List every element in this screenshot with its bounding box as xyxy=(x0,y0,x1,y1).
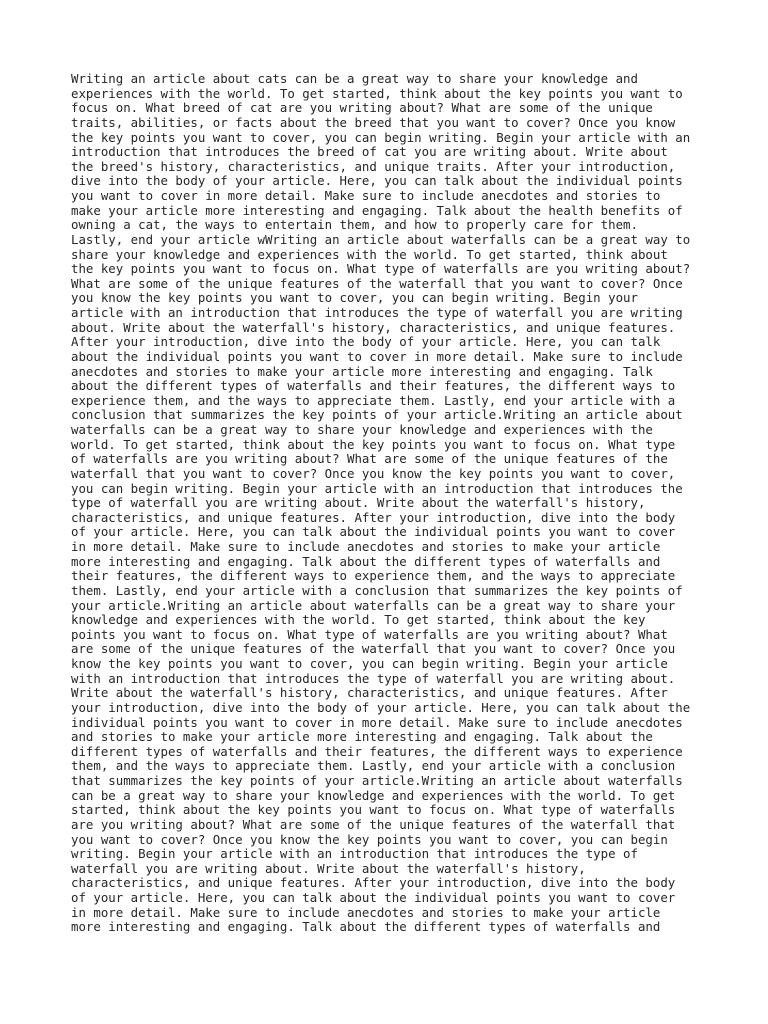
text-line: owning a cat, the ways to entertain them, and how to properly care for them. xyxy=(71,217,638,233)
text-line: you want to cover in more detail. Make sure to include anecdotes and stories to xyxy=(71,188,661,203)
text-line: article with an introduction that introduces the type of waterfall you are writing xyxy=(71,305,683,320)
text-line: know the key points you want to cover, you can begin writing. Begin your article xyxy=(71,656,668,671)
text-line: share your knowledge and experiences with the world. To get started, think about xyxy=(71,246,668,262)
text-line: more interesting and engaging. Talk about the different types of waterfalls and xyxy=(71,919,661,935)
text-line: anecdotes and stories to make your article more interesting and engaging. Talk xyxy=(71,363,653,379)
text-line: waterfall you are writing about. Write about the waterfall's history, xyxy=(71,860,586,876)
text-line: focus on. What breed of cat are you writing about? What are some of the unique xyxy=(71,100,653,116)
text-line: individual points you want to cover in more detail. Make sure to include anecdotes xyxy=(71,714,683,730)
text-line: them. Lastly, end your article with a conclusion that summarizes the key points of xyxy=(71,582,683,598)
text-line: traits, abilities, or facts about the breed that you want to cover? Once you know xyxy=(71,114,676,130)
text-line: conclusion that summarizes the key points of your article.Writing an article about xyxy=(71,407,683,423)
text-line: introduction that introduces the breed of cat you are writing about. Write about xyxy=(71,144,668,160)
text-line: characteristics, and unique features. After your introduction, dive into the body xyxy=(71,875,676,891)
text-line: dive into the body of your article. Here, you can talk about the individual points xyxy=(71,173,683,189)
text-line: type of waterfall you are writing about. Write about the waterfall's history, xyxy=(71,495,646,511)
text-line: about the individual points you want to cover in more detail. Make sure to include xyxy=(71,348,683,364)
text-line: experience them, and the ways to appreciate them. Lastly, end your article with a xyxy=(71,392,676,408)
text-line: Writing an article about cats can be a great way to share your knowledge and xyxy=(71,71,638,86)
article-body xyxy=(71,72,711,935)
text-line: knowledge and experiences with the world. To get started, think about the key xyxy=(71,612,646,628)
text-line: the key points you want to cover, you can begin writing. Begin your article with an xyxy=(71,129,691,145)
text-line: in more detail. Make sure to include anecdotes and stories to make your article xyxy=(71,539,661,554)
text-line: experiences with the world. To get started, think about the key points you want to xyxy=(71,85,683,101)
text-line: in more detail. Make sure to include anecdotes and stories to make your article xyxy=(71,904,661,920)
text-line: writing. Begin your article with an introduction that introduces the type of xyxy=(71,846,638,862)
text-line: about the different types of waterfalls and their features, the different ways to xyxy=(71,378,676,394)
text-line: started, think about the key points you want to focus on. What type of waterfalls xyxy=(71,802,676,818)
text-line: Write about the waterfall's history, characteristics, and unique features. After xyxy=(71,685,668,701)
text-line: of your article. Here, you can talk about the individual points you want to cover xyxy=(71,524,676,540)
text-line: points you want to focus on. What type of waterfalls are you writing about? What xyxy=(71,626,668,642)
text-line: waterfall that you want to cover? Once you know the key points you want to cover, xyxy=(71,465,676,481)
text-line: you can begin writing. Begin your article with an introduction that introduces the xyxy=(71,480,683,496)
text-line: of your article. Here, you can talk about the individual points you want to cover xyxy=(71,890,676,905)
text-line: waterfalls can be a great way to share your knowledge and experiences with the xyxy=(71,422,653,437)
text-line: you know the key points you want to cover, you can begin writing. Begin your xyxy=(71,290,638,306)
text-line: about. Write about the waterfall's history, characteristics, and unique features. xyxy=(71,319,676,335)
text-line: your article.Writing an article about waterfalls can be a great way to share your xyxy=(71,597,676,613)
text-line: them, and the ways to appreciate them. Lastly, end your article with a conclusion xyxy=(71,758,676,774)
text-line: more interesting and engaging. Talk about the different types of waterfalls and xyxy=(71,553,661,569)
text-line: world. To get started, think about the key points you want to focus on. What type xyxy=(71,436,676,452)
text-line: the key points you want to focus on. What type of waterfalls are you writing about? xyxy=(71,261,691,277)
text-line: are some of the unique features of the waterfall that you want to cover? Once you xyxy=(71,641,676,657)
text-line: What are some of the unique features of the waterfall that you want to cover? Once xyxy=(71,275,683,291)
text-line: your introduction, dive into the body of your article. Here, you can talk about the xyxy=(71,699,691,715)
text-line: and stories to make your article more interesting and engaging. Talk about the xyxy=(71,729,653,745)
text-line: the breed's history, characteristics, and unique traits. After your introduction, xyxy=(71,158,676,174)
text-line: you want to cover? Once you know the key points you want to cover, you can begin xyxy=(71,831,668,847)
text-line: can be a great way to share your knowledge and experiences with the world. To get xyxy=(71,787,676,803)
text-line: Lastly, end your article wWriting an article about waterfalls can be a great way to xyxy=(71,231,691,247)
text-line: of waterfalls are you writing about? What are some of the unique features of the xyxy=(71,451,668,467)
text-line: different types of waterfalls and their features, the different ways to experience xyxy=(71,743,683,759)
text-line: with an introduction that introduces the type of waterfall you are writing about. xyxy=(71,670,676,686)
text-line: make your article more interesting and engaging. Talk about the health benefits of xyxy=(71,202,683,218)
text-line: characteristics, and unique features. After your introduction, dive into the body xyxy=(71,509,676,525)
text-line: that summarizes the key points of your article.Writing an article about waterfalls xyxy=(71,773,683,788)
text-line: their features, the different ways to experience them, and the ways to appreciate xyxy=(71,568,676,584)
text-line: are you writing about? What are some of the unique features of the waterfall that xyxy=(71,816,676,832)
text-line: After your introduction, dive into the body of your article. Here, you can talk xyxy=(71,334,661,350)
